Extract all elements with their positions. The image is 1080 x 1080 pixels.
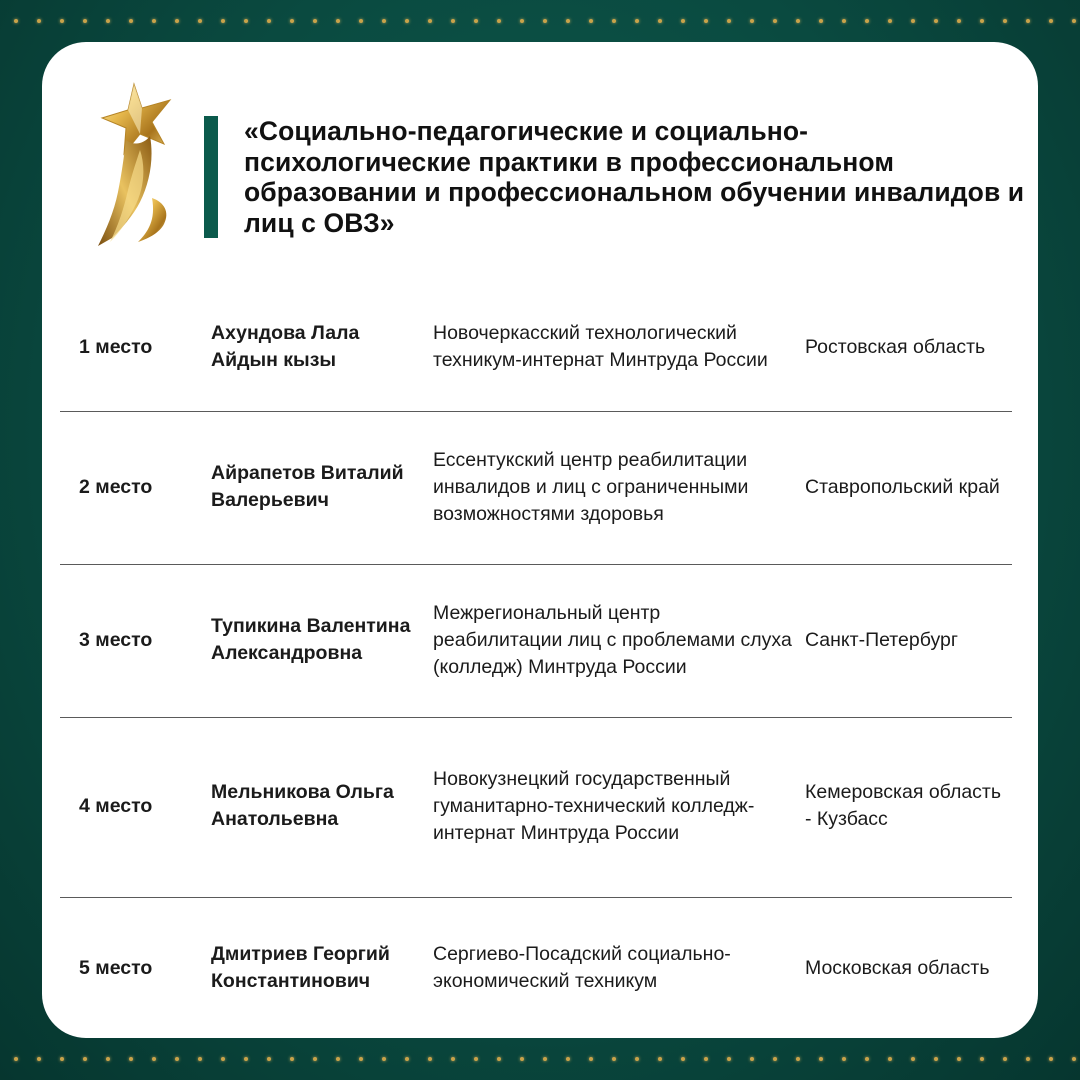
decorative-dot — [290, 19, 294, 23]
region-cell: Кемеровская область - Кузбасс — [805, 781, 1002, 830]
decorative-dot — [612, 1057, 616, 1061]
decorative-dot — [83, 1057, 87, 1061]
decorative-dot — [1003, 19, 1007, 23]
decorative-dot — [520, 19, 524, 23]
place-cell: 4 место — [79, 794, 153, 817]
decorative-dot — [313, 1057, 317, 1061]
name-cell: Ахундова Лала Айдын кызы — [211, 322, 360, 371]
region-cell: Ростовская область — [805, 335, 986, 358]
decorative-dot — [635, 19, 639, 23]
gold-star-award-icon — [94, 80, 178, 250]
decorative-dot — [727, 1057, 731, 1061]
decorative-dot — [382, 19, 386, 23]
decorative-dot — [37, 1057, 41, 1061]
decorative-dot — [244, 1057, 248, 1061]
decorative-dot — [313, 19, 317, 23]
decorative-dot — [520, 1057, 524, 1061]
place-cell: 3 место — [79, 628, 153, 651]
results-card — [42, 42, 1038, 1038]
decorative-dot — [566, 19, 570, 23]
row-divider — [60, 411, 1012, 412]
decorative-dot — [635, 1057, 639, 1061]
decorative-dot — [336, 1057, 340, 1061]
decorative-dot — [1049, 1057, 1053, 1061]
organization-cell: Новокузнецкий государственный гуманитарно-технический колледж-интернат Минтруда России — [433, 767, 755, 844]
row-divider — [60, 897, 1012, 898]
decorative-dot — [382, 1057, 386, 1061]
place-cell: 5 место — [79, 956, 153, 979]
decorative-dot — [451, 1057, 455, 1061]
decorative-dot — [750, 19, 754, 23]
decorative-dot — [405, 1057, 409, 1061]
place-cell: 1 место — [79, 335, 153, 358]
decorative-dot — [244, 19, 248, 23]
decorative-dot — [14, 1057, 18, 1061]
decorative-dot — [957, 19, 961, 23]
region-cell: Санкт-Петербург — [805, 628, 958, 651]
decorative-dot — [704, 19, 708, 23]
decorative-dot — [911, 19, 915, 23]
decorative-dot — [589, 19, 593, 23]
decorative-dot — [612, 19, 616, 23]
organization-cell: Новочеркасский технологический техникум-интернат Минтруда России — [433, 322, 768, 371]
decorative-dot — [865, 1057, 869, 1061]
decorative-dot — [1049, 19, 1053, 23]
region-cell: Московская область — [805, 956, 990, 979]
decorative-dot — [221, 1057, 225, 1061]
decorative-dot — [83, 19, 87, 23]
decorative-dot — [1072, 19, 1076, 23]
decorative-dot — [934, 19, 938, 23]
title-accent-bar — [204, 116, 218, 238]
decorative-dot — [957, 1057, 961, 1061]
name-cell: Дмитриев Георгий Константинович — [211, 943, 390, 992]
decorative-dot — [543, 19, 547, 23]
decorative-dot — [980, 1057, 984, 1061]
decorative-dot — [658, 19, 662, 23]
organization-cell: Ессентукский центр реабилитации инвалидов и лиц с ограниченными возможностями здоровья — [433, 448, 749, 525]
name-cell: Айрапетов Виталий Валерьевич — [211, 462, 404, 511]
decorative-dot — [819, 19, 823, 23]
decorative-dot — [911, 1057, 915, 1061]
decorative-dot — [796, 19, 800, 23]
decorative-dot — [359, 1057, 363, 1061]
decorative-dot — [221, 19, 225, 23]
decorative-dot — [37, 19, 41, 23]
decorative-dot — [1072, 1057, 1076, 1061]
decorative-dot — [106, 19, 110, 23]
region-cell: Ставропольский край — [805, 475, 1000, 498]
decorative-dot — [336, 19, 340, 23]
decorative-dot — [980, 19, 984, 23]
decorative-dot — [14, 19, 18, 23]
row-divider — [60, 564, 1012, 565]
organization-cell: Межрегиональный центр реабилитации лиц с проблемами слуха (колледж) Минтруда России — [433, 601, 792, 678]
decorative-dot — [198, 19, 202, 23]
decorative-dot — [543, 1057, 547, 1061]
decorative-dot — [497, 1057, 501, 1061]
page-title: «Социально-педагогические и социально-психологические практики в профессиональном образовании и профессиональном обучении инвалидов и лиц с ОВЗ» — [244, 116, 1025, 238]
decorative-dot — [589, 1057, 593, 1061]
decorative-dot — [152, 1057, 156, 1061]
decorative-dot — [658, 1057, 662, 1061]
decorative-dot — [681, 1057, 685, 1061]
decorative-dot — [1003, 1057, 1007, 1061]
decorative-dot — [198, 1057, 202, 1061]
decorative-dot — [451, 19, 455, 23]
decorative-dot — [152, 19, 156, 23]
table-row — [60, 565, 1012, 715]
name-cell: Тупикина Валентина Александровна — [211, 615, 411, 664]
decorative-dot — [842, 19, 846, 23]
decorative-dot — [819, 1057, 823, 1061]
top-dots-decoration — [0, 16, 1080, 26]
decorative-dot — [175, 1057, 179, 1061]
decorative-dot — [60, 1057, 64, 1061]
decorative-dot — [359, 19, 363, 23]
decorative-dot — [773, 1057, 777, 1061]
decorative-dot — [290, 1057, 294, 1061]
decorative-dot — [888, 19, 892, 23]
table-row — [60, 412, 1012, 562]
decorative-dot — [267, 1057, 271, 1061]
decorative-dot — [106, 1057, 110, 1061]
decorative-dot — [865, 19, 869, 23]
organization-cell: Сергиево-Посадский социально-экономический техникум — [433, 943, 731, 992]
table-row — [60, 300, 1012, 394]
decorative-dot — [727, 19, 731, 23]
place-cell: 2 место — [79, 475, 153, 498]
decorative-dot — [267, 19, 271, 23]
decorative-dot — [888, 1057, 892, 1061]
row-divider — [60, 717, 1012, 718]
decorative-dot — [1026, 19, 1030, 23]
decorative-dot — [750, 1057, 754, 1061]
decorative-dot — [934, 1057, 938, 1061]
decorative-dot — [175, 19, 179, 23]
table-row — [60, 718, 1012, 894]
decorative-dot — [474, 1057, 478, 1061]
decorative-dot — [704, 1057, 708, 1061]
decorative-dot — [1026, 1057, 1030, 1061]
decorative-dot — [405, 19, 409, 23]
decorative-dot — [681, 19, 685, 23]
decorative-dot — [566, 1057, 570, 1061]
bottom-dots-decoration — [0, 1054, 1080, 1064]
decorative-dot — [129, 19, 133, 23]
decorative-dot — [796, 1057, 800, 1061]
decorative-dot — [129, 1057, 133, 1061]
decorative-dot — [474, 19, 478, 23]
decorative-dot — [428, 19, 432, 23]
decorative-dot — [497, 19, 501, 23]
decorative-dot — [842, 1057, 846, 1061]
decorative-dot — [60, 19, 64, 23]
name-cell: Мельникова Ольга Анатольевна — [211, 781, 394, 830]
decorative-dot — [773, 19, 777, 23]
table-row — [60, 898, 1012, 1038]
decorative-dot — [428, 1057, 432, 1061]
